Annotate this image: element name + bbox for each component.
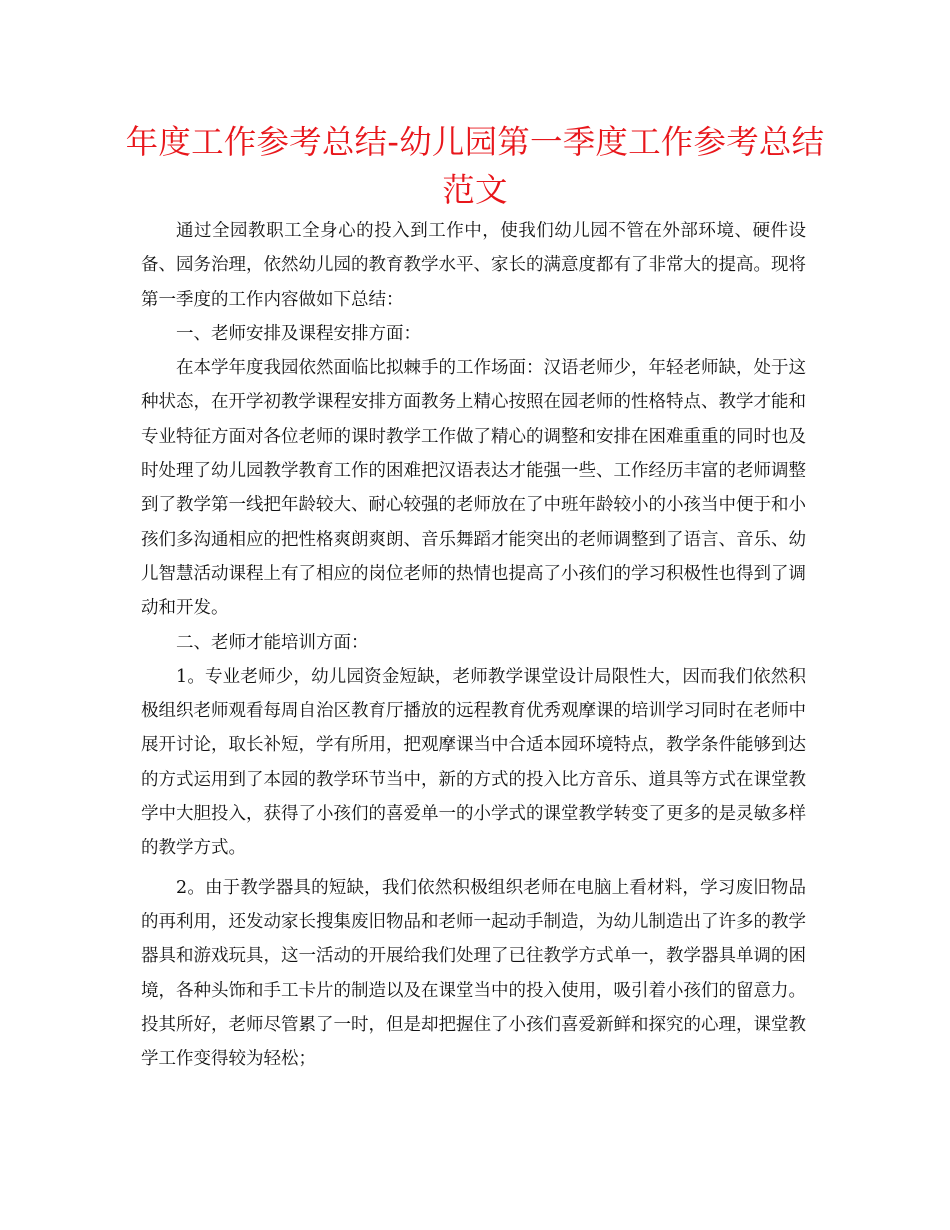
section-heading-1: 一、老师安排及课程安排方面： (176, 323, 421, 344)
paragraph-intro: 通过全园教职工全身心的投入到工作中，使我们幼儿园不管在外部环境、硬件设备、园务治理，依然幼儿园的教育教学水平、家长的满意度都有了非常大的提高。现将第一季度的工作内容做如下总结： (141, 221, 806, 310)
section-heading-2: 二、老师才能培训方面： (176, 632, 369, 653)
paragraph-section-1: 在本学年度我园依然面临比拟棘手的工作场面：汉语老师少，年轻老师缺，处于这种状态，在开学初教学课程安排方面教务上精心按照在园老师的性格特点、教学才能和专业特征方面对各位老师的课时教学工作做了精心的调整和安排在困难重重的同时也及时处理了幼儿园教学教育工作的困难把汉语表达才能强一些、工作经历丰富的老师调整到了教学第一线把年龄较大、耐心较强的老师放在了中班年龄较小的小孩当中便于和小孩们多沟通相应的把性格爽朗爽朗、音乐舞蹈才能突出的老师调整到了语言、音乐、幼儿智慧活动课程上有了相应的岗位老师的热情也提高了小孩们的学习积极性也得到了调动和开发。 (141, 358, 806, 619)
document-body (141, 214, 806, 1076)
title-line-1: 年度工作参考总结-幼儿园第一季度工作参考总结 (125, 123, 825, 161)
title-line-2: 范文 (442, 171, 508, 209)
paragraph-item-2: 2。由于教学器具的短缺，我们依然积极组织老师在电脑上看材料，学习废旧物品的再利用，还发动家长搜集废旧物品和老师一起动手制造，为幼儿制造出了许多的教学器具和游戏玩具，这一活动的开展给我们处理了已往教学方式单一，教学器具单调的困境，各种头饰和手工卡片的制造以及在课堂当中的投入使用，吸引着小孩们的留意力。投其所好，老师尽管累了一时，但是却把握住了小孩们喜爱新鲜和探究的心理，课堂教学工作变得较为轻松； (141, 877, 806, 1070)
document-title (100, 118, 850, 214)
paragraph-item-1: 1。专业老师少，幼儿园资金短缺，老师教学课堂设计局限性大，因而我们依然积极组织老师观看每周自治区教育厅播放的远程教育优秀观摩课的培训学习同时在老师中展开讨论，取长补短，学有所用，把观摩课当中合适本园环境特点，教学条件能够到达的方式运用到了本园的教学环节当中，新的方式的投入比方音乐、道具等方式在课堂教学中大胆投入，获得了小孩们的喜爱单一的小学式的课堂教学转变了更多的是灵敏多样的教学方式。 (141, 666, 806, 859)
